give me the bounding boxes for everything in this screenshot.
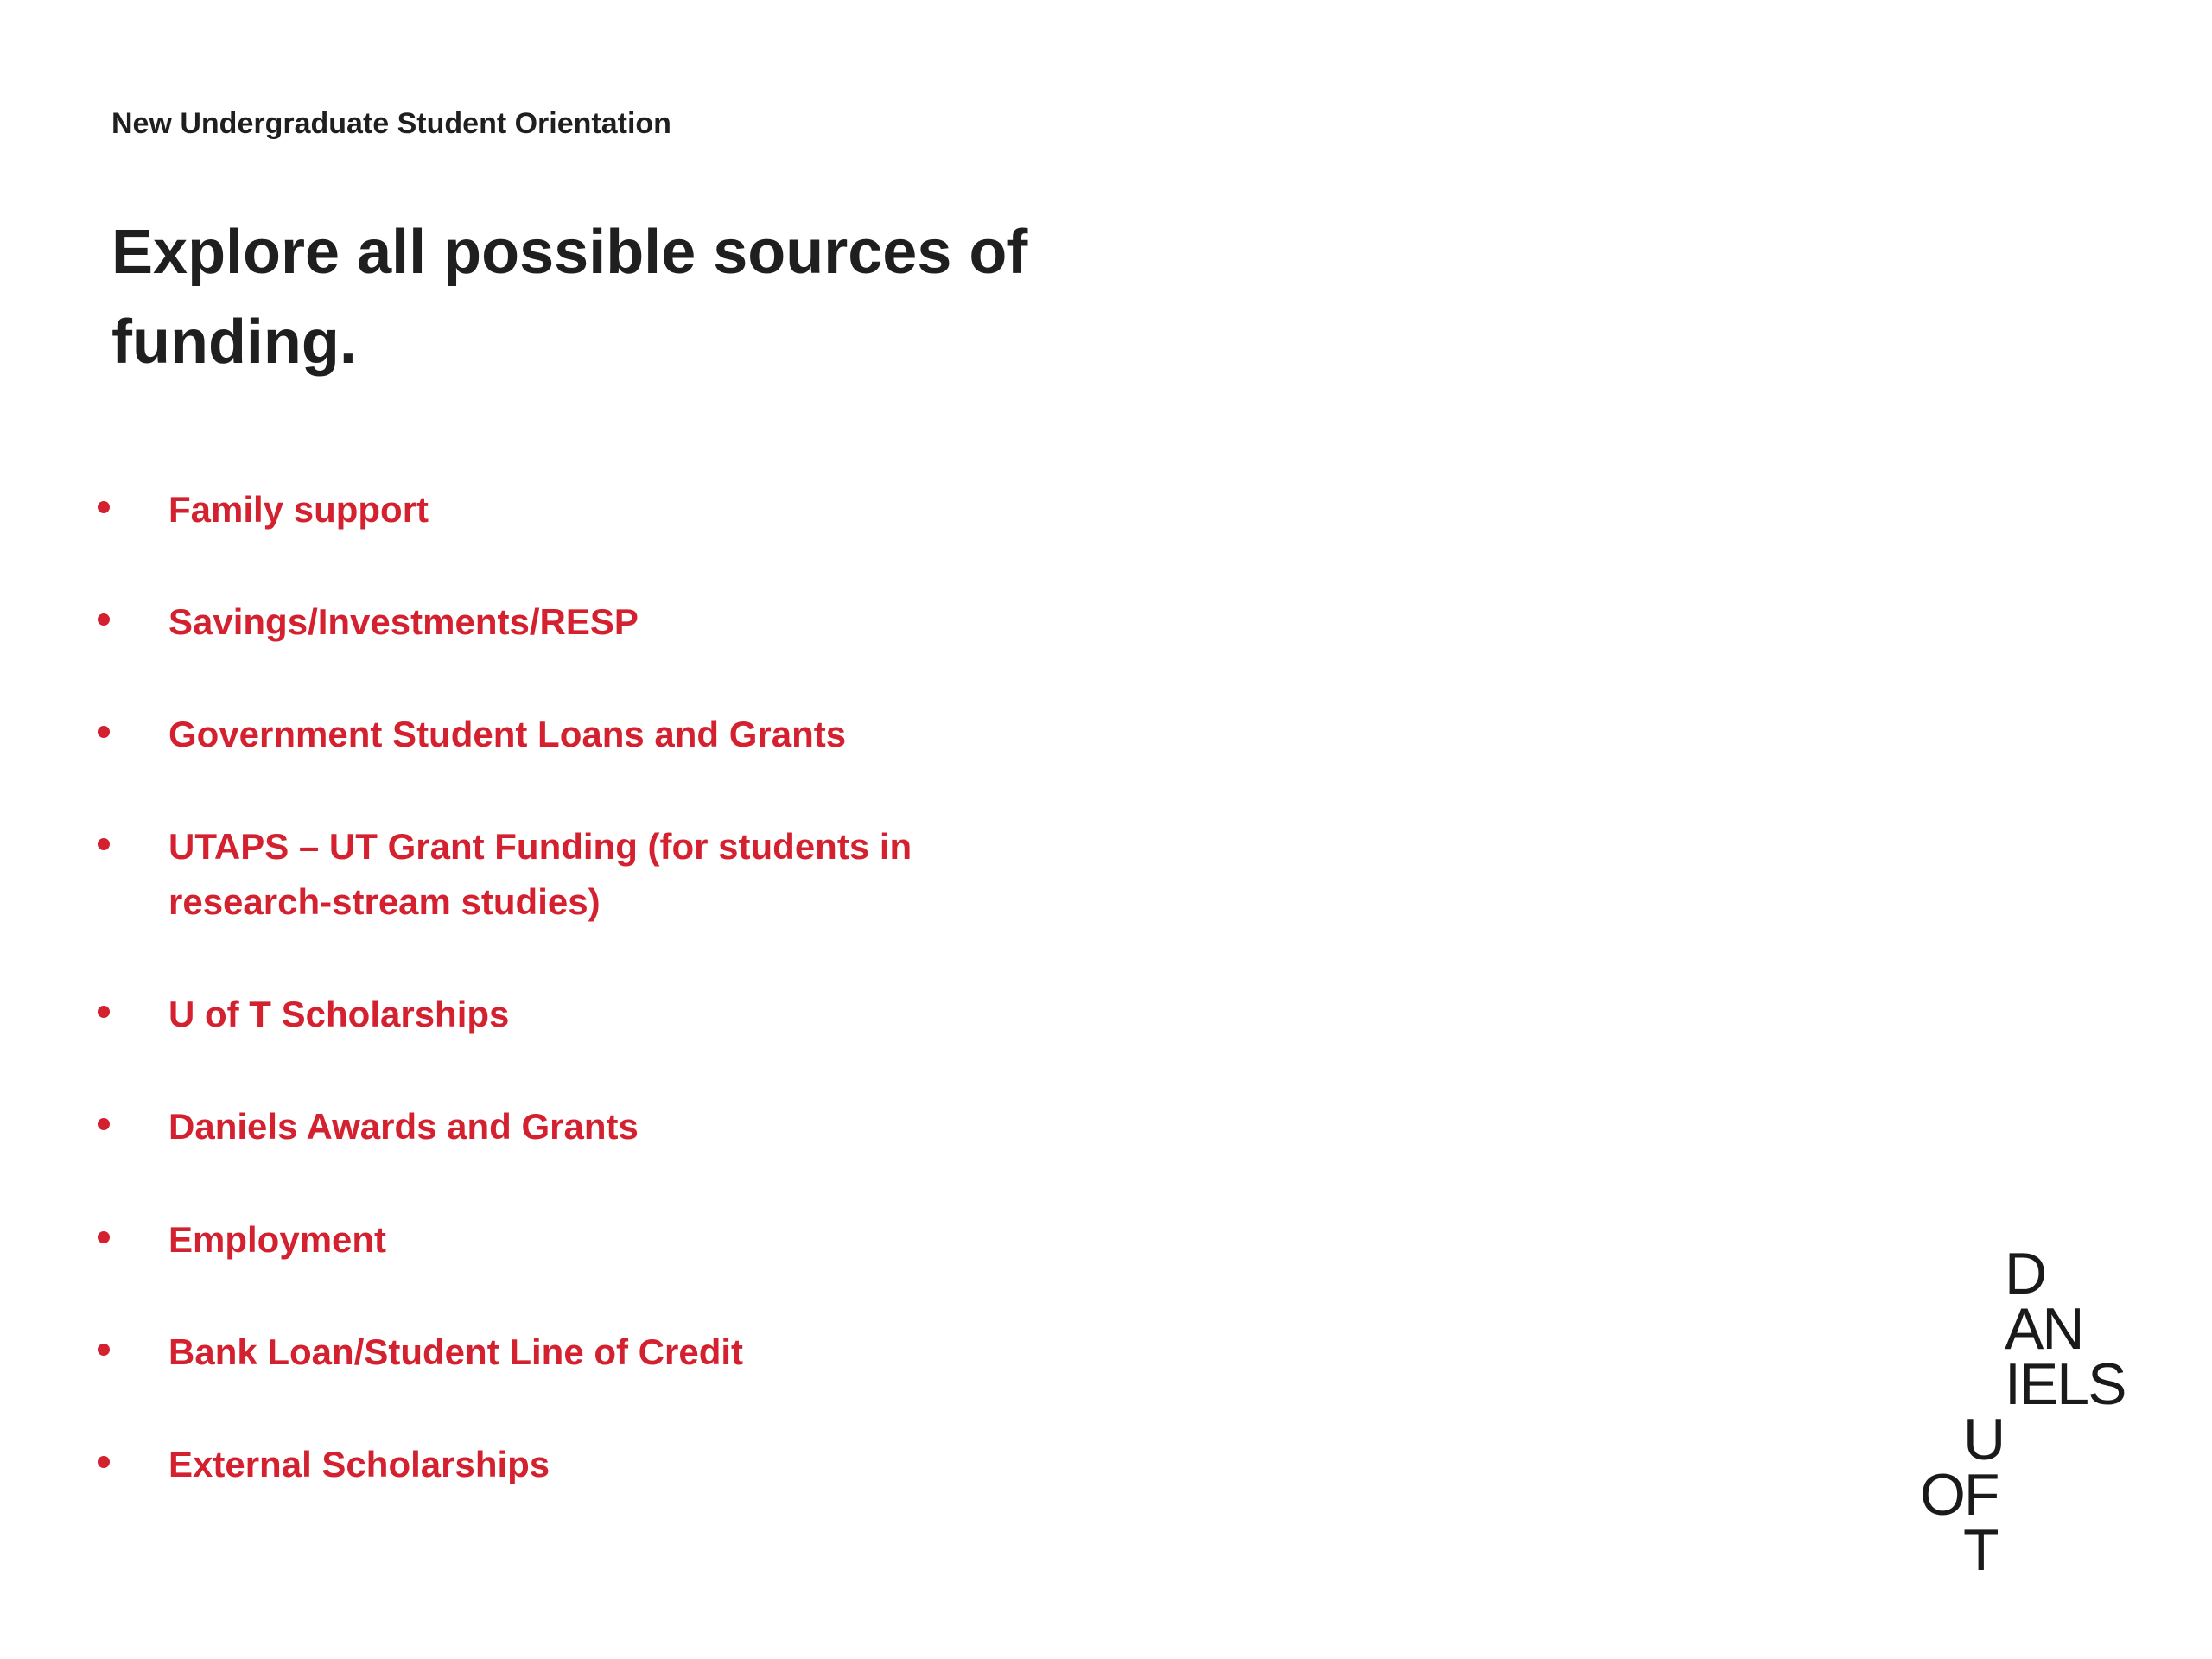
bullet-icon (98, 1118, 110, 1130)
logo-line: AN (2005, 1296, 2083, 1362)
slide-eyebrow: New Undergraduate Student Orientation (111, 107, 671, 140)
logo-line: IELS (2005, 1351, 2126, 1417)
daniels-uoft-logo (1901, 1227, 2143, 1583)
bullet-icon (98, 726, 110, 738)
bullet-icon (98, 1006, 110, 1018)
logo-line: T (1963, 1517, 1998, 1583)
logo-line: U (1963, 1407, 2005, 1472)
list-item-text: Savings/Investments/RESP (168, 601, 639, 642)
list-item-text: Bank Loan/Student Line of Credit (168, 1332, 744, 1372)
list-item-text: U of T Scholarships (168, 994, 510, 1034)
list-item-text: Employment (168, 1219, 387, 1260)
bullet-icon (98, 613, 110, 626)
bullet-icon (98, 1456, 110, 1468)
logo-line: D (2005, 1241, 2046, 1306)
bullet-icon (98, 838, 110, 850)
list-item-text: External Scholarships (168, 1444, 550, 1484)
list-item-text: Daniels Awards and Grants (168, 1106, 639, 1147)
list-item-text: Government Student Loans and Grants (168, 714, 847, 754)
list-item-text: UTAPS – UT Grant Funding (for students in research-stream studies) (168, 826, 912, 922)
bullet-icon (98, 1344, 110, 1356)
bullet-icon (98, 501, 110, 513)
list-item-text: Family support (168, 489, 429, 530)
slide-title: Explore all possible sources of funding. (111, 218, 1028, 377)
logo-line: OF (1920, 1462, 1999, 1528)
bullet-icon (98, 1231, 110, 1243)
